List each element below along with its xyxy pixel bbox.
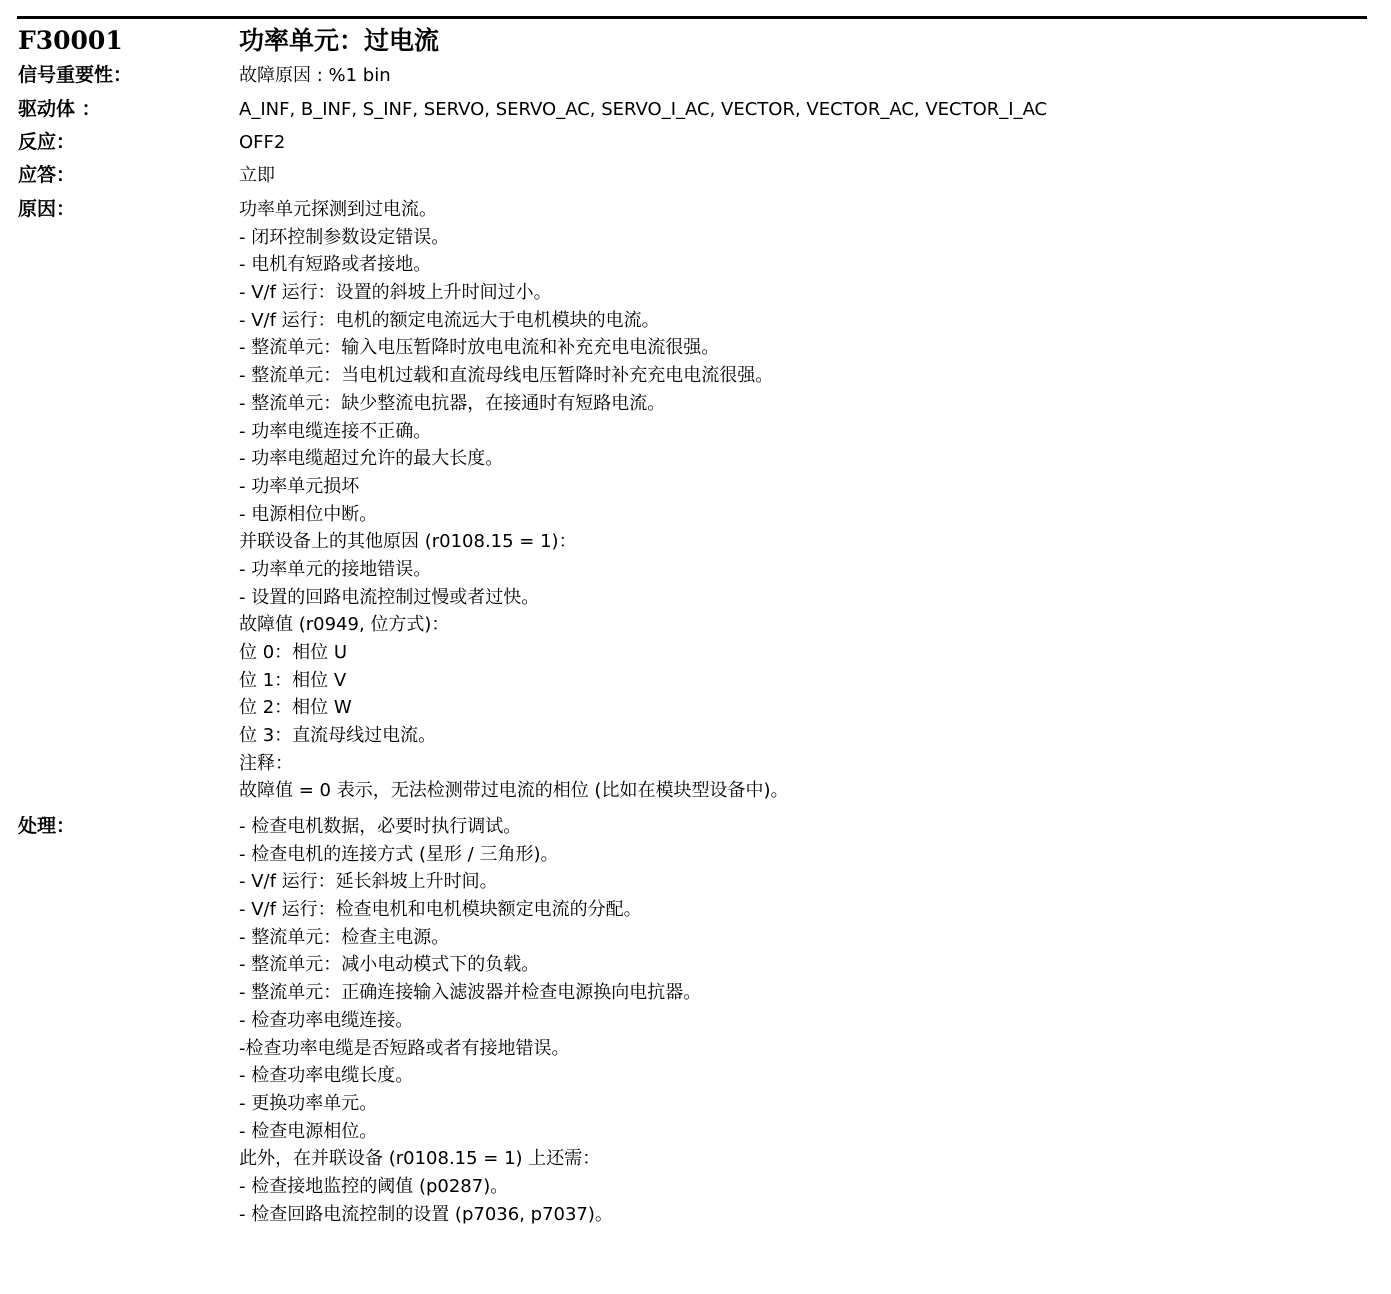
- remedy-line: - 检查电机的连接方式 (星形 / 三角形)。: [239, 843, 559, 865]
- cause-line: - V/f 运行：电机的额定电流远大于电机模块的电流。: [239, 309, 660, 331]
- remedy-line: - 整流单元：减小电动模式下的负载。: [239, 954, 540, 976]
- remedy-line: -检查功率电缆是否短路或者有接地错误。: [239, 1037, 570, 1059]
- remedy-label: 处理：: [18, 815, 76, 837]
- remedy-line: - 检查电机数据，必要时执行调试。: [239, 816, 522, 837]
- cause-line: 位 2：相位 W: [239, 697, 352, 719]
- cause-line: - 功率电缆连接不正确。: [239, 420, 432, 442]
- drive-objects-label: 驱动体 ：: [18, 98, 101, 120]
- cause-line: - V/f 运行：设置的斜坡上升时间过小。: [239, 282, 552, 304]
- cause-line: 位 0：相位 U: [239, 642, 348, 663]
- cause-line: - 闭环控制参数设定错误。: [239, 226, 450, 248]
- cause-line: - 整流单元：缺少整流电抗器，在接通时有短路电流。: [239, 392, 666, 414]
- reaction-value: OFF2: [239, 132, 286, 153]
- cause-line: - 功率单元的接地错误。: [239, 558, 432, 580]
- remedy-line: 此外，在并联设备 (r0108.15 = 1) 上还需：: [239, 1148, 601, 1170]
- remedy-line: - V/f 运行：延长斜坡上升时间。: [239, 871, 498, 893]
- cause-line: - 功率电缆超过允许的最大长度。: [239, 448, 504, 470]
- cause-line: - 设置的回路电流控制过慢或者过快。: [239, 586, 540, 608]
- remedy-line: - V/f 运行：检查电机和电机模块额定电流的分配。: [239, 899, 642, 921]
- cause-line: 位 3：直流母线过电流。: [239, 725, 437, 747]
- fault-title: 功率单元：过电流: [239, 26, 440, 55]
- remedy-line: - 整流单元：检查主电源。: [239, 926, 450, 948]
- cause-line: - 电机有短路或者接地。: [239, 254, 432, 276]
- remedy-line: - 检查功率电缆长度。: [239, 1065, 414, 1087]
- acknowledge-label: 应答：: [18, 164, 76, 186]
- cause-label: 原因：: [18, 198, 76, 220]
- significance-value: 故障原因 : %1 bin: [239, 65, 391, 86]
- remedy-line: - 检查功率电缆连接。: [239, 1009, 414, 1031]
- fault-header: [18, 24, 1358, 58]
- cause-line: 故障值 = 0 表示，无法检测带过电流的相位 (比如在模块型设备中)。: [239, 780, 789, 802]
- cause-lines: [239, 196, 788, 805]
- cause-line: - 电源相位中断。: [239, 503, 378, 525]
- drive-objects-value: A_INF, B_INF, S_INF, SERVO, SERVO_AC, SERVO_I_AC, VECTOR, VECTOR_AC, VECTOR_I_AC: [239, 99, 1048, 120]
- reaction-label: 反应：: [18, 131, 76, 153]
- cause-line: 注释：: [239, 752, 293, 774]
- cause-line: 并联设备上的其他原因 (r0108.15 = 1)：: [239, 531, 577, 553]
- cause-line: 位 1：相位 V: [239, 669, 347, 691]
- cause-line: - 整流单元：输入电压暂降时放电电流和补充充电电流很强。: [239, 337, 720, 359]
- remedy-line: - 检查回路电流控制的设置 (p7036, p7037)。: [239, 1203, 613, 1225]
- cause-line: - 功率单元损坏: [239, 475, 360, 497]
- top-rule: [17, 16, 1367, 19]
- cause-line: 功率单元探测到过电流。: [239, 199, 437, 220]
- fault-code: F30001: [18, 26, 123, 55]
- remedy-line: - 整流单元：正确连接输入滤波器并检查电源换向电抗器。: [239, 982, 702, 1004]
- remedy-line: - 更换功率单元。: [239, 1092, 378, 1114]
- acknowledge-value: 立即: [239, 165, 275, 186]
- remedy-line: - 检查电源相位。: [239, 1120, 378, 1142]
- remedy-lines: [239, 813, 701, 1228]
- remedy-line: - 检查接地监控的阈值 (p0287)。: [239, 1175, 509, 1197]
- significance-label: 信号重要性：: [18, 64, 133, 86]
- cause-line: - 整流单元：当电机过载和直流母线电压暂降时补充充电电流很强。: [239, 365, 774, 387]
- cause-line: 故障值 (r0949, 位方式)：: [239, 614, 450, 636]
